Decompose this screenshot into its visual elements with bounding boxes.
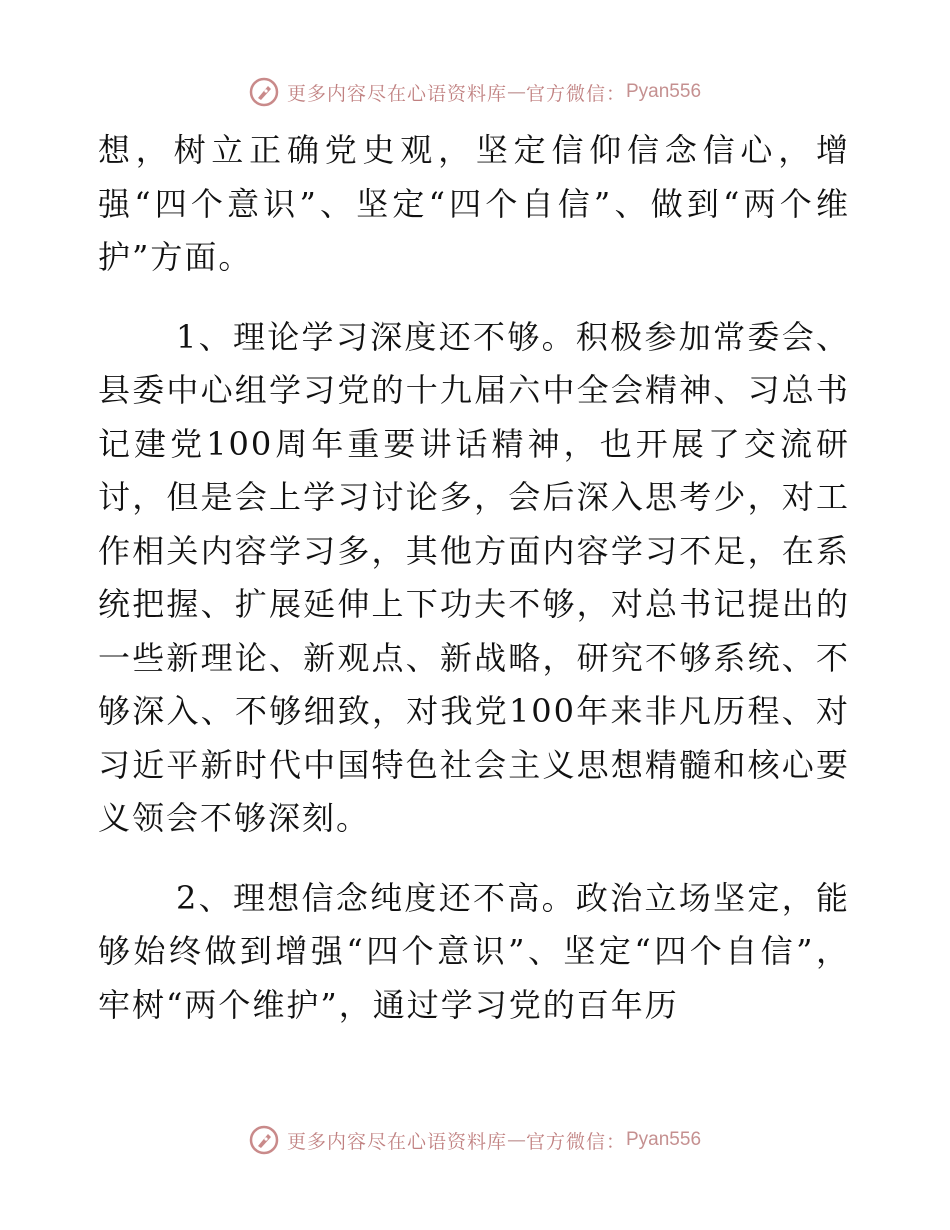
footer-watermark (0, 1120, 950, 1160)
document-body (98, 124, 850, 1032)
watermark-text: 更多内容尽在心语资料库 (286, 1130, 507, 1153)
pen-nib-logo-icon (249, 77, 279, 107)
header-watermark (0, 72, 950, 112)
watermark-wechat-id: Pyan556 (626, 81, 702, 102)
paragraph-continuation: 想，树立正确党史观，坚定信仰信念信心，增强“四个意识”、坚定“四个自信”、做到“两个维护”方面。 (98, 131, 850, 276)
watermark-suffix: 官方微信： (525, 82, 626, 105)
paragraph-ideals-beliefs: 2、理想信念纯度还不高。政治立场坚定，能够始终做到增强“四个意识”、坚定“四个自信”，牢树“两个维护”，通过学习党的百年历 (98, 878, 850, 1024)
watermark-text: 更多内容尽在心语资料库 (286, 82, 507, 105)
watermark-suffix: 官方微信： (525, 1130, 626, 1153)
pen-nib-logo-icon (249, 1125, 279, 1155)
watermark-separator: — (506, 1129, 526, 1151)
watermark-separator: — (506, 81, 526, 103)
paragraph-theory-study: 1、理论学习深度还不够。积极参加常委会、县委中心组学习党的十九届六中全会精神、习总书记建党100周年重要讲话精神，也开展了交流研讨，但是会上学习讨论多，会后深入思考少，对工作相关内容学习多，其他方面内容学习不足，在系统把握、扩展延伸上下功夫不够，对总书记提出的一些新理论、新观点、新战略，研究不够系统、不够深入、不够细致，对我党100年来非凡历程、对习近平新时代中国特色社会主义思想精髓和核心要义领会不够深刻。 (98, 317, 850, 837)
watermark-wechat-id: Pyan556 (626, 1129, 702, 1150)
